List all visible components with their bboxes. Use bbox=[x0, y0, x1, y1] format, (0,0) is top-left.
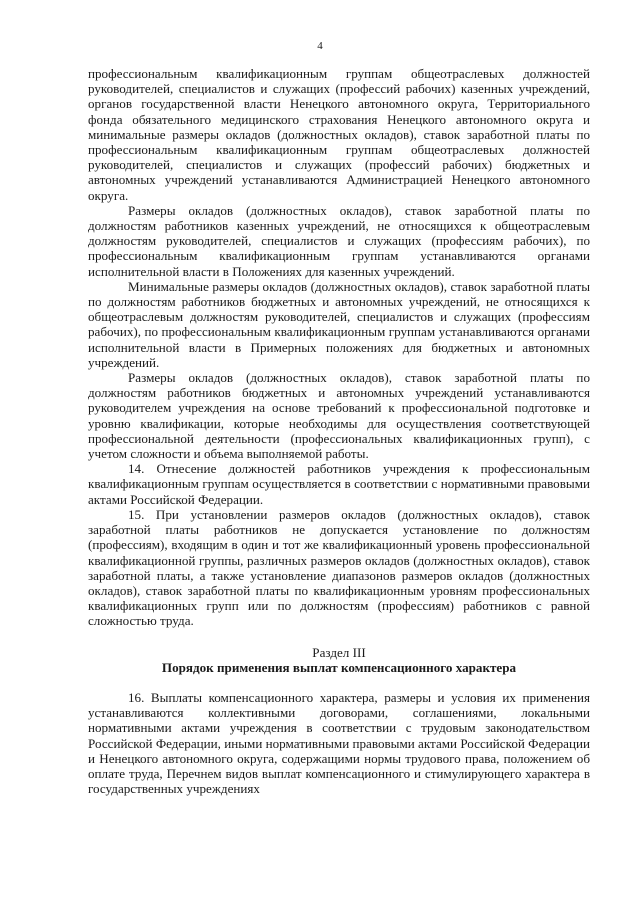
paragraph-item-16: 16. Выплаты компенсационного характера, размеры и условия их применения устанавливаются коллективными договорами, соглашениями, локальными нормативными актами учреждения в соответствии с трудовым законодательством Российской Федерации, иными нормативными правовыми актами Российской Федерации и Ненецкого автономного округа, содержащими нормы трудового права, положением об оплате труда, Перечнем видов выплат компенсационного и стимулирующего характера в государственных учреждениях bbox=[88, 689, 590, 797]
paragraph-minimum-salaries: Минимальные размеры окладов (должностных окладов), ставок заработной платы по должностям работников бюджетных и автономных учреждений, не относящихся к общеотраслевым должностям руководителей, специалистов и служащих (профессиям рабочих), по профессиональным квалификационным группам устанавливаются органами исполнительной власти в Примерных положениях для бюджетных и автономных учреждений. bbox=[88, 278, 590, 370]
paragraph-budget-salaries: Размеры окладов (должностных окладов), ставок заработной платы по должностям работников бюджетных и автономных учреждений устанавливаются руководителем учреждения на основе требований к профессиональной подготовке и уровню квалификации, которые необходимы для осуществления соответствующей профессиональной деятельности (профессиональных квалификационных групп), с учетом сложности и объема выполняемой работы. bbox=[88, 370, 590, 462]
paragraph-kazennye-salaries: Размеры окладов (должностных окладов), ставок заработной платы по должностям работников казенных учреждений, не относящихся к общеотраслевым должностям руководителей, специалистов и служащих (профессиям рабочих), по профессиональным квалификационным группам устанавливаются органами исполнительной власти в Положениях для казенных учреждений. bbox=[88, 202, 590, 279]
section-title: Порядок применения выплат компенсационного характера bbox=[161, 659, 517, 675]
document-body bbox=[88, 66, 590, 796]
paragraph-item-14: 14. Отнесение должностей работников учреждения к профессиональным квалификационным группам осуществляется в соответствии с нормативными правовыми актами Российской Федерации. bbox=[88, 461, 590, 507]
paragraph-continuation: профессиональным квалификационным группам общеотраслевых должностей руководителей, специалистов и служащих (профессий рабочих) казенных учреждений, органов государственной власти Ненецкого автономного округа, Территориального фонда обязательного медицинского страхования Ненецкого автономного округа и минимальные размеры окладов (должностных окладов), ставок заработной платы по профессиональным квалификационным группам общеотраслевых должностей руководителей, специалистов и служащих (профессий рабочих) бюджетных и автономных учреждений устанавливаются Администрацией Ненецкого автономного округа. bbox=[88, 66, 590, 203]
paragraph-item-15: 15. При установлении размеров окладов (должностных окладов), ставок заработной платы работников не допускается установление по должностям (профессиям), входящим в один и тот же квалификационный уровень профессиональной квалификационной группы, различных размеров окладов (должностных окладов), ставок заработной платы, а также установление диапазонов размеров окладов (должностных окладов), ставок заработной платы по квалификационным уровням профессиональных квалификационных групп или по должностям (профессиям) работников с равной сложностью труда. bbox=[88, 506, 590, 629]
page-number: 4 bbox=[317, 40, 323, 52]
section-label: Раздел III bbox=[312, 644, 366, 660]
